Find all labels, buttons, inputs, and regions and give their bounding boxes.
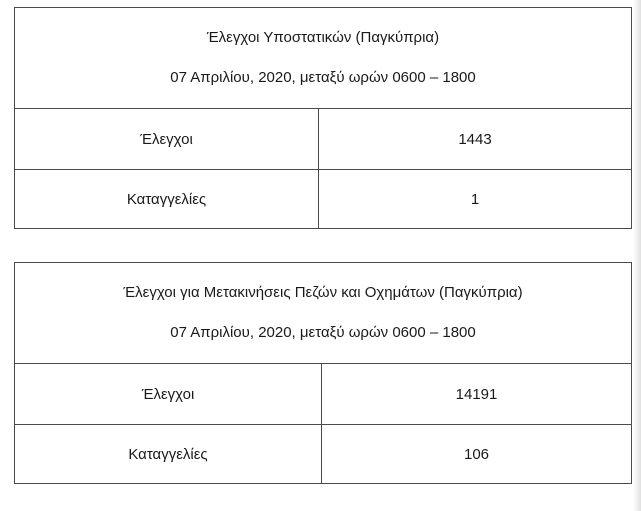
- table-row: [15, 424, 631, 484]
- table-title: Έλεγχοι Υποστατικών (Παγκύπρια): [206, 29, 440, 46]
- row-label-complaints: Καταγγελίες: [15, 170, 319, 229]
- movement-checks-table: [14, 262, 632, 484]
- row-value-complaints: 1: [470, 191, 480, 208]
- table-subtitle: 07 Απριλίου, 2020, μεταξύ ωρών 0600 – 1800: [170, 324, 476, 341]
- premises-checks-table: [14, 7, 632, 229]
- table-row: [15, 169, 631, 229]
- table-subtitle: 07 Απριλίου, 2020, μεταξύ ωρών 0600 – 1800: [170, 69, 476, 86]
- row-label-checks: Έλεγχοι: [15, 364, 322, 424]
- page-edge-shadow: [633, 0, 641, 511]
- table-header: [15, 263, 631, 364]
- table-title: Έλεγχοι για Μετακινήσεις Πεζών και Οχημάτων (Παγκύπρια): [123, 284, 523, 301]
- row-label-checks: Έλεγχοι: [15, 109, 319, 169]
- row-value-checks: 14191: [455, 385, 498, 403]
- row-label-complaints: Καταγγελίες: [15, 425, 322, 484]
- table-row: [15, 364, 631, 424]
- table-row: [15, 109, 631, 169]
- row-value-checks: 1443: [458, 130, 492, 148]
- row-value-complaints: 106: [463, 446, 490, 463]
- table-header: [15, 8, 631, 109]
